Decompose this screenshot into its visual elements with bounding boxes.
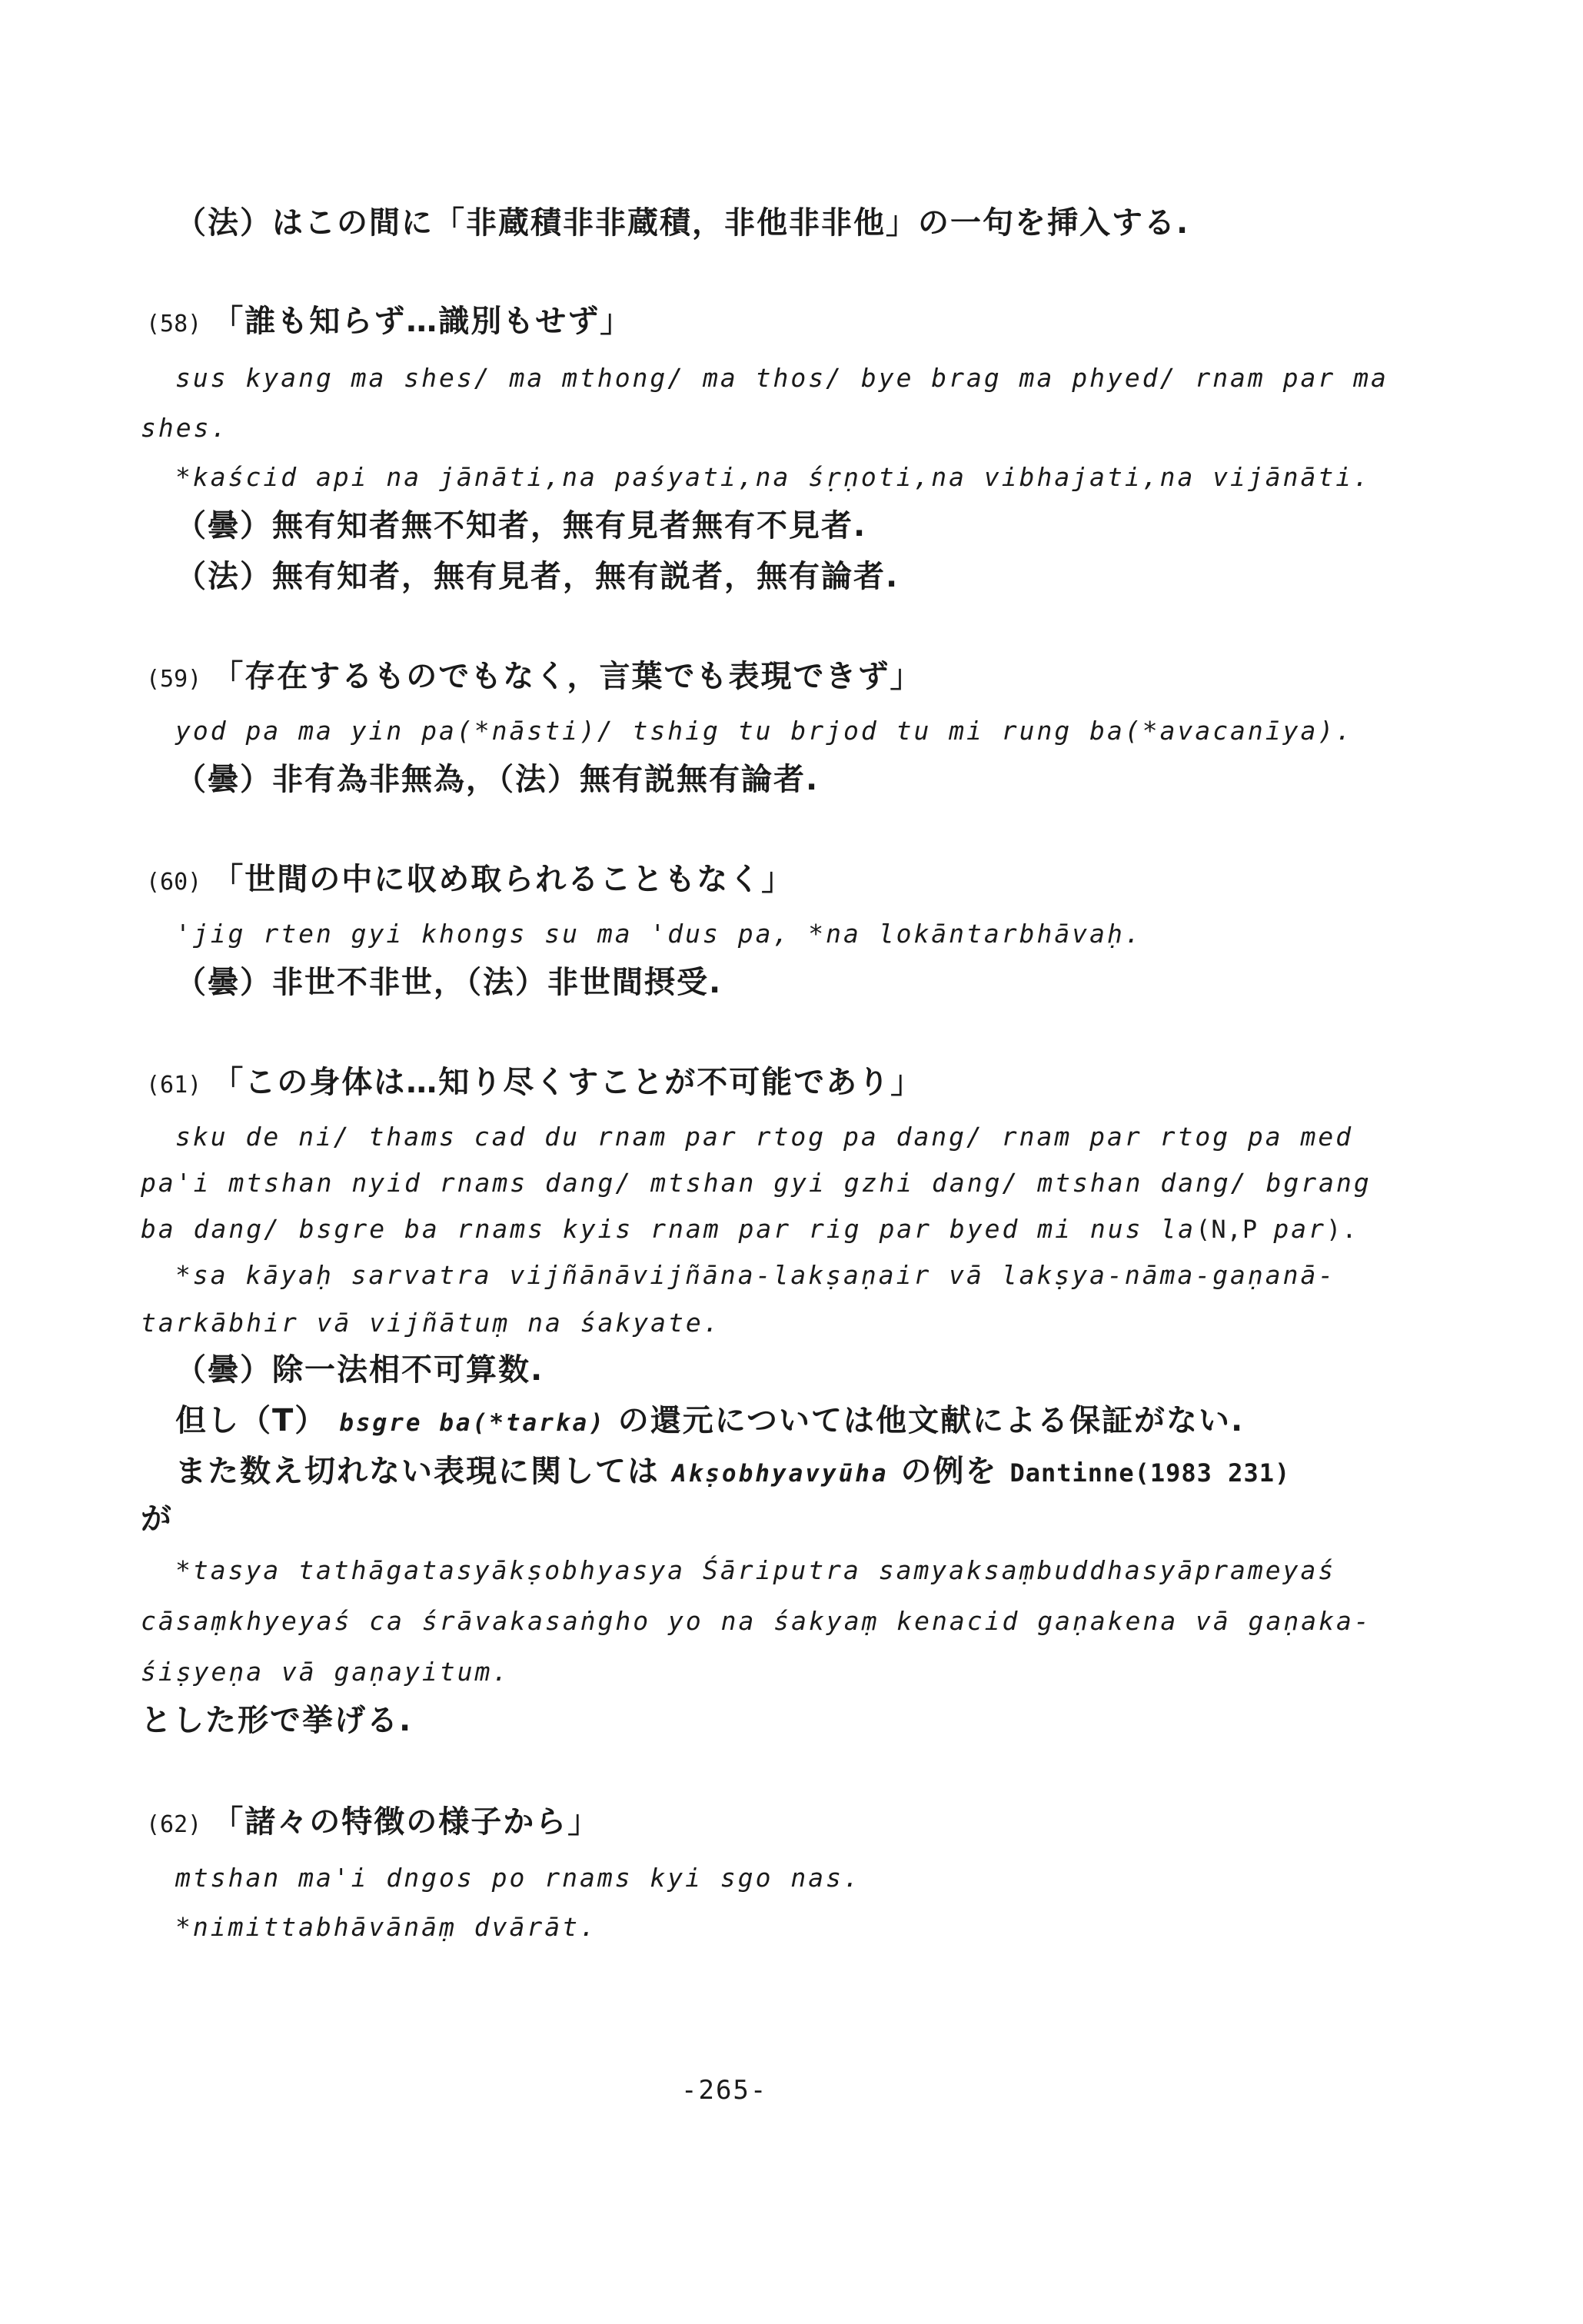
section-61-quote-line-3: śiṣyeṇa vā gaṇayitum. bbox=[141, 1657, 510, 1687]
section-61-number: (61) bbox=[146, 1072, 202, 1099]
section-61-note-2 bbox=[175, 1456, 1290, 1487]
section-61-tibetan-line-3-text: ba dang/ bsgre ba rnams kyis rnam par rig par byed mi nus la bbox=[141, 1214, 1196, 1244]
page-number: -265- bbox=[681, 2075, 768, 2106]
note-2-mid: の例を bbox=[900, 1454, 998, 1489]
section-58-number: (58) bbox=[146, 311, 202, 337]
section-61-heading bbox=[146, 1067, 923, 1098]
section-59-heading bbox=[146, 661, 922, 692]
section-58-heading bbox=[146, 306, 632, 337]
intro-note: （法）はこの間に「非蔵積非非蔵積，非他非非他」の一句を挿入する. bbox=[175, 205, 1190, 241]
section-61-tibetan-line-3 bbox=[141, 1216, 1358, 1242]
section-61-quote-line-2: cāsaṃkhyeyaś ca śrāvakasaṅgho yo na śakyaṃ kenacid gaṇakena vā gaṇaka- bbox=[141, 1606, 1372, 1636]
section-59-title: 「存在するものでもなく，言葉でも表現できず」 bbox=[212, 659, 923, 694]
section-58-chinese-tan: （曇）無有知者無不知者，無有見者無有不見者. bbox=[175, 508, 867, 544]
section-61-variant-reading: par bbox=[1273, 1214, 1326, 1244]
section-62-tibetan: mtshan ma'i dngos po rnams kyi sgo nas. bbox=[175, 1863, 861, 1893]
section-61-chinese: （曇）除一法相不可算数. bbox=[175, 1352, 544, 1388]
section-58-sanskrit: *kaścid api na jānāti,na paśyati,na śṛṇoti,na vibhajati,na vijānāti. bbox=[175, 462, 1372, 492]
section-60-number: (60) bbox=[146, 869, 202, 896]
section-59-tibetan: yod pa ma yin pa(*nāsti)/ tshig tu brjod tu mi rung ba(*avacanīya). bbox=[175, 716, 1354, 746]
section-61-note-2-tail: が bbox=[141, 1501, 173, 1537]
section-61-sanskrit-line-1: *sa kāyaḥ sarvatra vijñānāvijñāna-lakṣaṇair vā lakṣya-nāma-gaṇanā- bbox=[175, 1260, 1336, 1290]
section-58-tibetan-line-1: sus kyang ma shes/ ma mthong/ ma thos/ bye brag ma phyed/ rnam par ma bbox=[175, 363, 1388, 393]
section-59-number: (59) bbox=[146, 666, 202, 693]
section-61-variant-siglum: (N,P bbox=[1196, 1215, 1274, 1244]
section-58-title: 「誰も知らず…識別もせず」 bbox=[212, 304, 633, 339]
section-61-title: 「この身体は…知り尽くすことが不可能であり」 bbox=[212, 1065, 923, 1100]
note-2-text-title: Akṣobhyavyūha bbox=[671, 1460, 889, 1488]
section-60-heading bbox=[146, 864, 793, 895]
section-60-chinese: （曇）非世不非世，（法）非世間摂受. bbox=[175, 965, 723, 1000]
note-1-lead: 但し（T） bbox=[175, 1403, 328, 1438]
section-61-tibetan-line-2: pa'i mtshan nyid rnams dang/ mtshan gyi gzhi dang/ mtshan dang/ bgrang bbox=[141, 1168, 1372, 1198]
note-1-rest: の還元については他文献による保証がない. bbox=[617, 1403, 1245, 1438]
section-61-note-3: とした形で挙げる. bbox=[141, 1703, 413, 1738]
section-61-sanskrit-line-2: tarkābhir vā vijñātuṃ na śakyate. bbox=[141, 1308, 721, 1338]
note-1-term: bsgre ba(*tarka) bbox=[339, 1409, 606, 1437]
section-58-chinese-fa: （法）無有知者，無有見者，無有説者，無有論者. bbox=[175, 559, 900, 594]
note-2-citation: Dantinne(1983 231) bbox=[1009, 1458, 1291, 1488]
section-60-tibetan: 'jig rten gyi khongs su ma 'dus pa, *na lokāntarbhāvaḥ. bbox=[175, 919, 1142, 949]
section-61-note-1 bbox=[175, 1405, 1244, 1436]
section-62-title: 「諸々の特徴の様子から」 bbox=[212, 1804, 600, 1840]
section-62-number: (62) bbox=[146, 1811, 202, 1838]
section-62-sanskrit: *nimittabhāvānāṃ dvārāt. bbox=[175, 1912, 597, 1942]
section-61-tibetan-line-1: sku de ni/ thams cad du rnam par rtog pa dang/ rnam par rtog pa med bbox=[175, 1122, 1354, 1152]
section-62-heading bbox=[146, 1804, 600, 1840]
note-2-lead: また数え切れない表現に関しては bbox=[175, 1454, 660, 1489]
section-59-chinese: （曇）非有為非無為，（法）無有説無有論者. bbox=[175, 762, 820, 797]
section-58-tibetan-line-2: shes. bbox=[141, 413, 229, 443]
section-60-title: 「世間の中に収め取られることもなく」 bbox=[212, 862, 794, 897]
section-61-quote-line-1: *tasya tathāgatasyākṣobhyasya Śāriputra samyaksaṃbuddhasyāprameyaś bbox=[175, 1555, 1336, 1585]
section-61-variant-close: ). bbox=[1326, 1215, 1358, 1244]
